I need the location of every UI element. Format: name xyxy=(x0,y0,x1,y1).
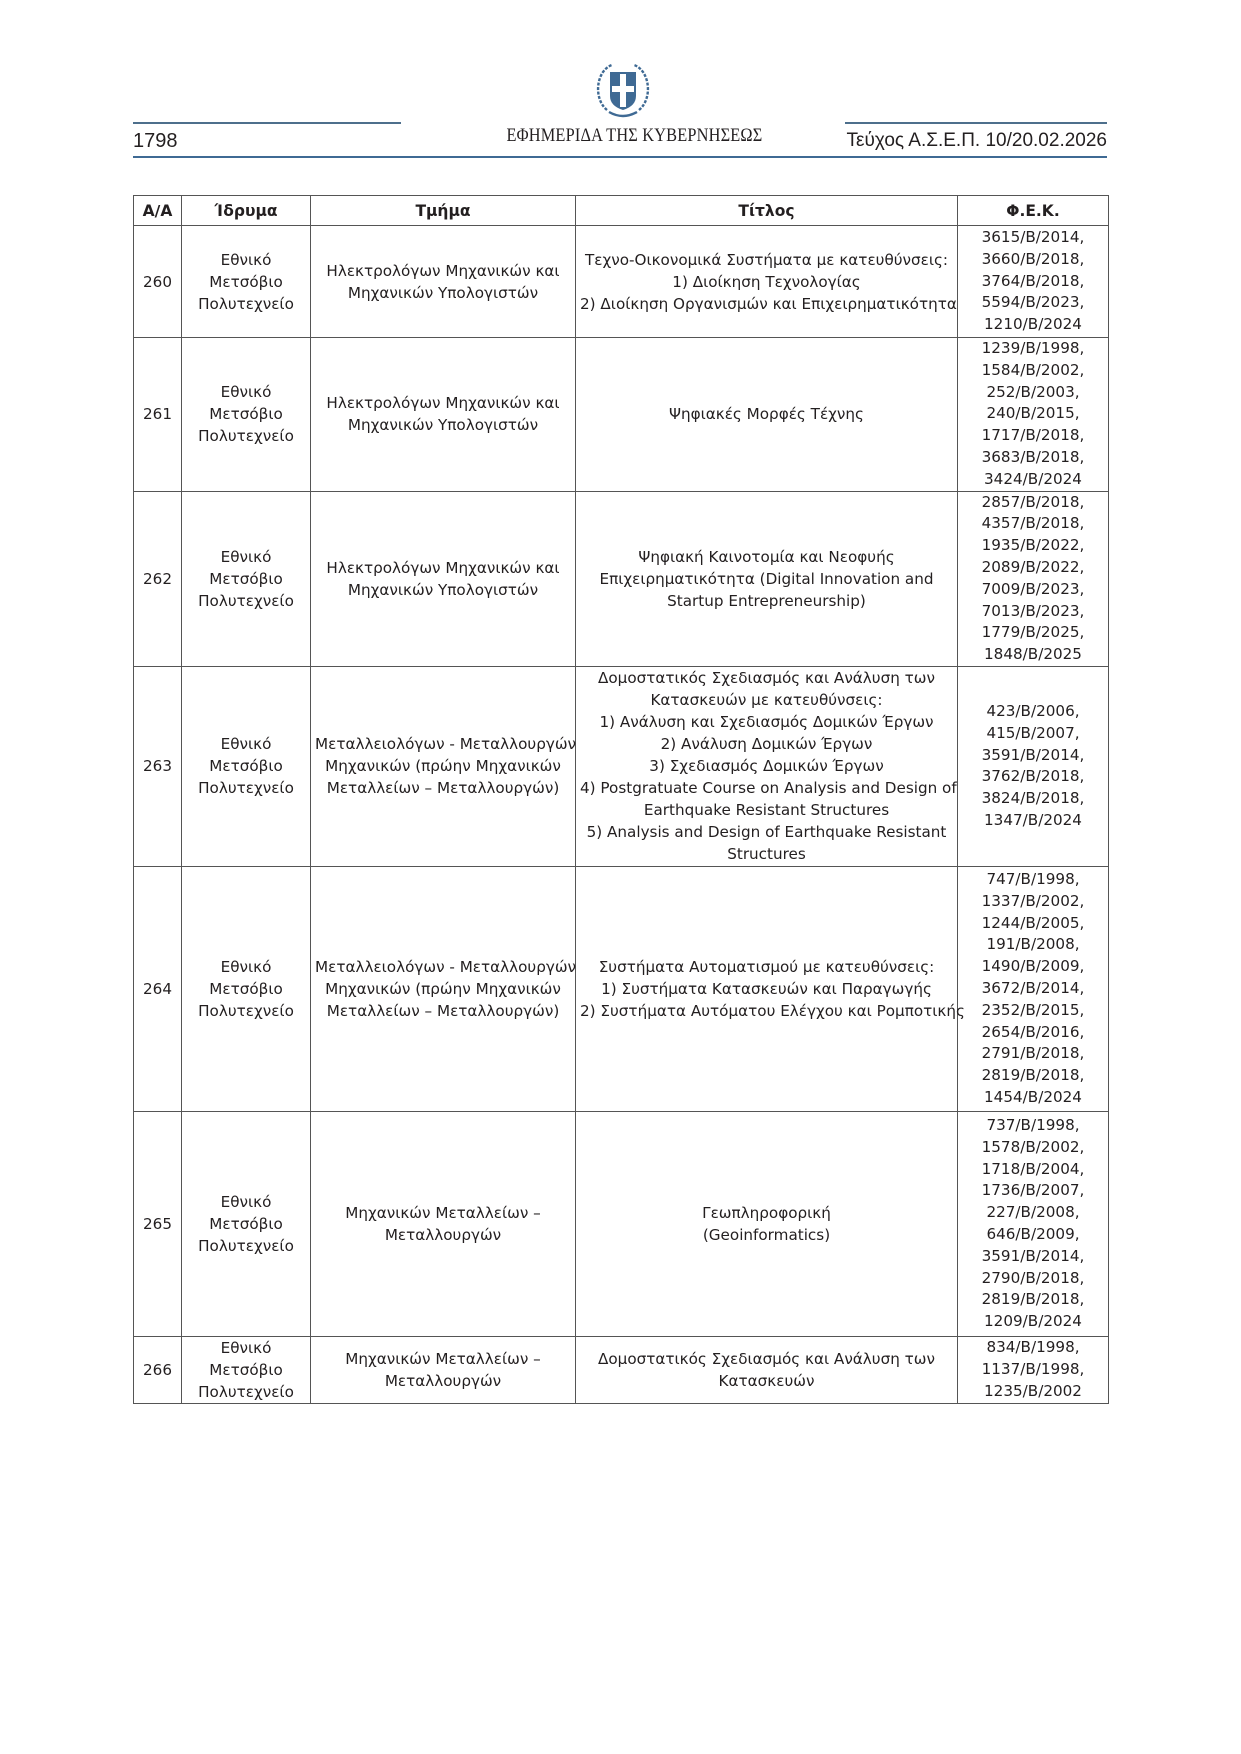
cell-title-line: (Geoinformatics) xyxy=(702,1225,831,1244)
cell-fek-line: 1209/Β/2024 xyxy=(984,1312,1082,1331)
cell-institution xyxy=(182,666,311,866)
cell-fek-line: 3660/Β/2018, xyxy=(981,249,1085,268)
cell-institution-line: Πολυτεχνείο xyxy=(198,1382,294,1401)
cell-department-line: Μηχανικών Υπολογιστών xyxy=(347,416,539,435)
cell-fek-line: 3824/Β/2018, xyxy=(981,789,1085,808)
cell-institution xyxy=(182,866,311,1111)
cell-fek-line: 3615/Β/2014, xyxy=(981,228,1085,246)
cell-institution-line: Πολυτεχνείο xyxy=(198,1001,294,1020)
cell-fek-line: 3762/Β/2018, xyxy=(981,767,1085,786)
cell-fek-line: 1490/Β/2009, xyxy=(981,957,1085,976)
cell-department-line: Μηχανικών (πρώην Μηχανικών xyxy=(325,979,561,998)
cell-fek-line: 2819/Β/2018, xyxy=(981,1290,1085,1309)
cell-title-line: 2) Διοίκηση Οργανισμών και Επιχειρηματικότητα xyxy=(580,294,957,313)
cell-fek xyxy=(958,866,1109,1111)
cell-title-line: Κατασκευών με κατευθύνσεις: xyxy=(650,691,883,710)
cell-department xyxy=(311,226,576,338)
table-header-row xyxy=(134,196,1109,226)
table-row xyxy=(134,226,1109,338)
cell-fek-line: 1779/Β/2025, xyxy=(981,623,1085,642)
cell-fek-line: 1210/Β/2024 xyxy=(984,315,1082,334)
cell-fek-line: 240/Β/2015, xyxy=(986,404,1080,423)
cell-department-line: Μεταλλειολόγων - Μεταλλουργών xyxy=(315,957,577,976)
cell-department xyxy=(311,866,576,1111)
cell-institution xyxy=(182,1111,311,1336)
cell-title-line: 2) Ανάλυση Δομικών Έργων xyxy=(660,735,873,754)
cell-aa: 260 xyxy=(134,226,182,338)
cell-aa: 266 xyxy=(134,1336,182,1403)
table-row xyxy=(134,666,1109,866)
cell-fek-line: 1244/Β/2005, xyxy=(981,913,1085,932)
gazette-title: ΕΦΗΜΕΡΙΔΑ ΤΗΣ ΚΥΒΕΡΝΗΣΕΩΣ xyxy=(506,125,763,146)
cell-title-line: Συστήματα Αυτοματισμού με κατευθύνσεις: xyxy=(598,957,935,976)
cell-fek-line: 2857/Β/2018, xyxy=(981,492,1085,511)
cell-department-line: Μηχανικών Μεταλλείων – xyxy=(345,1203,541,1222)
cell-department-line: Ηλεκτρολόγων Μηχανικών και xyxy=(326,394,560,413)
cell-fek xyxy=(958,491,1109,666)
cell-title-line: 3) Σχεδιασμός Δομικών Έργων xyxy=(649,757,884,776)
cell-institution-line: Εθνικό xyxy=(220,957,272,976)
cell-institution-line: Μετσόβιο xyxy=(209,272,283,291)
cell-fek-line: 5594/Β/2023, xyxy=(981,293,1085,312)
cell-title xyxy=(576,1111,958,1336)
header-rule-left xyxy=(133,122,401,124)
cell-title-line: Τεχνο-Οικονομικά Συστήματα με κατευθύνσεις: xyxy=(584,250,949,269)
cell-department xyxy=(311,1111,576,1336)
cell-fek-line: 3424/Β/2024 xyxy=(984,469,1082,488)
header-rule-bottom xyxy=(133,156,1107,158)
cell-title xyxy=(576,1336,958,1403)
cell-fek-line: 747/Β/1998, xyxy=(986,870,1080,889)
cell-fek xyxy=(958,666,1109,866)
table-body xyxy=(134,226,1109,1404)
cell-title-line: Κατασκευών xyxy=(718,1371,815,1390)
cell-department xyxy=(311,1336,576,1403)
cell-title xyxy=(576,491,958,666)
cell-fek-line: 1717/Β/2018, xyxy=(981,426,1085,445)
cell-institution-line: Πολυτεχνείο xyxy=(198,591,294,610)
cell-fek-line: 1578/Β/2002, xyxy=(981,1137,1085,1156)
table-row xyxy=(134,866,1109,1111)
cell-fek-line: 1239/Β/1998, xyxy=(981,339,1085,357)
cell-fek-line: 2791/Β/2018, xyxy=(981,1044,1085,1063)
cell-fek-line: 3591/Β/2014, xyxy=(981,1246,1085,1265)
cell-title-line: Ψηφιακές Μορφές Τέχνης xyxy=(669,405,864,424)
cell-fek-line: 3764/Β/2018, xyxy=(981,271,1085,290)
cell-fek xyxy=(958,226,1109,338)
cell-department-line: Ηλεκτρολόγων Μηχανικών και xyxy=(326,261,560,280)
cell-title-line: Ψηφιακή Καινοτομία και Νεοφυής xyxy=(638,547,895,566)
cell-department-line: Ηλεκτρολόγων Μηχανικών και xyxy=(326,558,560,577)
cell-fek-line: 834/Β/1998, xyxy=(986,1338,1080,1357)
cell-title-line: Δομοστατικός Σχεδιασμός και Ανάλυση των xyxy=(597,1349,936,1368)
cell-fek-line: 2654/Β/2016, xyxy=(981,1022,1085,1041)
page-number: 1798 xyxy=(133,130,178,152)
column-header-fek: Φ.Ε.Κ. xyxy=(958,196,1109,226)
cell-title-line: Γεωπληροφορική xyxy=(702,1203,831,1222)
cell-fek-line: 2352/Β/2015, xyxy=(981,1000,1085,1019)
cell-institution-line: Εθνικό xyxy=(220,547,272,566)
issue-info: Τεύχος Α.Σ.Ε.Π. 10/20.02.2026 xyxy=(846,130,1107,151)
cell-fek-line: 2819/Β/2018, xyxy=(981,1066,1085,1085)
cell-title xyxy=(576,866,965,1111)
cell-institution-line: Πολυτεχνείο xyxy=(198,427,294,446)
cell-title xyxy=(576,226,958,338)
cell-fek xyxy=(958,338,1109,492)
table-row xyxy=(134,338,1109,492)
cell-department-line: Μηχανικών Υπολογιστών xyxy=(347,283,539,302)
cell-aa: 263 xyxy=(134,666,182,866)
cell-institution xyxy=(182,338,311,492)
cell-institution-line: Μετσόβιο xyxy=(209,1214,283,1233)
cell-department-line: Μηχανικών (πρώην Μηχανικών xyxy=(325,757,561,776)
cell-fek-line: 1235/Β/2002 xyxy=(984,1381,1082,1400)
cell-institution-line: Εθνικό xyxy=(220,383,272,402)
cell-department xyxy=(311,491,576,666)
cell-fek-line: 1736/Β/2007, xyxy=(981,1181,1085,1200)
cell-department-line: Μεταλλείων – Μεταλλουργών) xyxy=(326,779,560,798)
cell-institution-line: Πολυτεχνείο xyxy=(198,294,294,313)
cell-institution-line: Μετσόβιο xyxy=(209,1360,283,1379)
cell-fek xyxy=(958,1336,1109,1403)
table-row xyxy=(134,1336,1109,1403)
cell-fek-line: 1454/Β/2024 xyxy=(984,1088,1082,1107)
cell-institution-line: Μετσόβιο xyxy=(209,405,283,424)
cell-institution xyxy=(182,491,311,666)
cell-title-line: 2) Συστήματα Αυτόματου Ελέγχου και Ρομποτικής xyxy=(580,1001,965,1020)
cell-fek-line: 737/Β/1998, xyxy=(986,1115,1080,1134)
cell-institution-line: Πολυτεχνείο xyxy=(198,779,294,798)
table-row xyxy=(134,491,1109,666)
cell-aa: 265 xyxy=(134,1111,182,1336)
cell-fek-line: 252/Β/2003, xyxy=(986,382,1080,401)
cell-aa: 262 xyxy=(134,491,182,666)
cell-fek-line: 227/Β/2008, xyxy=(986,1203,1080,1222)
cell-fek-line: 4357/Β/2018, xyxy=(981,514,1085,533)
cell-institution-line: Πολυτεχνείο xyxy=(198,1236,294,1255)
cell-fek-line: 1848/Β/2025 xyxy=(984,645,1082,664)
cell-institution-line: Εθνικό xyxy=(220,250,272,269)
column-header-department: Τμήμα xyxy=(311,196,576,226)
cell-department-line: Μηχανικών Μεταλλείων – xyxy=(345,1349,541,1368)
greek-coat-of-arms-icon xyxy=(593,60,653,122)
cell-department-line: Μεταλλείων – Μεταλλουργών) xyxy=(326,1001,560,1020)
cell-institution-line: Εθνικό xyxy=(220,1192,272,1211)
cell-fek-line: 1347/Β/2024 xyxy=(984,811,1082,830)
cell-fek-line: 1718/Β/2004, xyxy=(981,1159,1085,1178)
cell-title-line: 1) Συστήματα Κατασκευών και Παραγωγής xyxy=(601,979,932,998)
cell-fek-line: 2790/Β/2018, xyxy=(981,1268,1085,1287)
cell-department-line: Μεταλλειολόγων - Μεταλλουργών xyxy=(315,735,577,754)
column-header-title: Τίτλος xyxy=(576,196,958,226)
page-header xyxy=(133,55,1107,160)
cell-title-line: Earthquake Resistant Structures xyxy=(643,801,890,820)
cell-fek-line: 7013/Β/2023, xyxy=(981,601,1085,620)
cell-fek-line: 1935/Β/2022, xyxy=(981,536,1085,555)
cell-fek-line: 1584/Β/2002, xyxy=(981,360,1085,379)
cell-title-line: 5) Analysis and Design of Earthquake Resistant xyxy=(586,823,947,842)
cell-fek-line: 3683/Β/2018, xyxy=(981,447,1085,466)
cell-fek-line: 646/Β/2009, xyxy=(986,1224,1080,1243)
cell-institution xyxy=(182,226,311,338)
cell-fek-line: 191/Β/2008, xyxy=(986,935,1080,954)
cell-institution-line: Μετσόβιο xyxy=(209,757,283,776)
cell-department-line: Μεταλλουργών xyxy=(384,1225,502,1244)
cell-title-line: 1) Ανάλυση και Σχεδιασμός Δομικών Έργων xyxy=(599,713,934,732)
cell-fek-line: 3672/Β/2014, xyxy=(981,979,1085,998)
cell-institution xyxy=(182,1336,311,1403)
cell-department xyxy=(311,338,576,492)
cell-fek-line: 7009/Β/2023, xyxy=(981,579,1085,598)
cell-title-line: 1) Διοίκηση Τεχνολογίας xyxy=(672,272,861,291)
cell-fek-line: 423/Β/2006, xyxy=(986,702,1080,721)
cell-fek-line: 415/Β/2007, xyxy=(986,723,1080,742)
cell-institution-line: Εθνικό xyxy=(220,735,272,754)
cell-fek-line: 3591/Β/2014, xyxy=(981,745,1085,764)
cell-title xyxy=(576,338,958,492)
cell-fek xyxy=(958,1111,1109,1336)
header-rule-right xyxy=(845,122,1107,124)
column-header-aa: Α/Α xyxy=(134,196,182,226)
cell-title xyxy=(576,666,958,866)
cell-title-line: Startup Entrepreneurship) xyxy=(667,591,866,610)
cell-aa: 264 xyxy=(134,866,182,1111)
cell-department-line: Μηχανικών Υπολογιστών xyxy=(347,580,539,599)
cell-department xyxy=(311,666,576,866)
cell-title-line: 4) Postgratuate Course on Analysis and Design of xyxy=(580,779,957,798)
cell-institution-line: Μετσόβιο xyxy=(209,979,283,998)
cell-fek-line: 1137/Β/1998, xyxy=(981,1360,1085,1379)
table-row xyxy=(134,1111,1109,1336)
cell-fek-line: 1337/Β/2002, xyxy=(981,891,1085,910)
programs-table xyxy=(133,195,1109,1404)
column-header-institution: Ίδρυμα xyxy=(182,196,311,226)
cell-aa: 261 xyxy=(134,338,182,492)
cell-title-line: Επιχειρηματικότητα (Digital Innovation and xyxy=(599,569,934,588)
cell-title-line: Structures xyxy=(727,845,806,864)
cell-title-line: Δομοστατικός Σχεδιασμός και Ανάλυση των xyxy=(597,669,936,688)
cell-institution-line: Μετσόβιο xyxy=(209,569,283,588)
cell-fek-line: 2089/Β/2022, xyxy=(981,557,1085,576)
cell-department-line: Μεταλλουργών xyxy=(384,1371,502,1390)
cell-institution-line: Εθνικό xyxy=(220,1338,272,1357)
